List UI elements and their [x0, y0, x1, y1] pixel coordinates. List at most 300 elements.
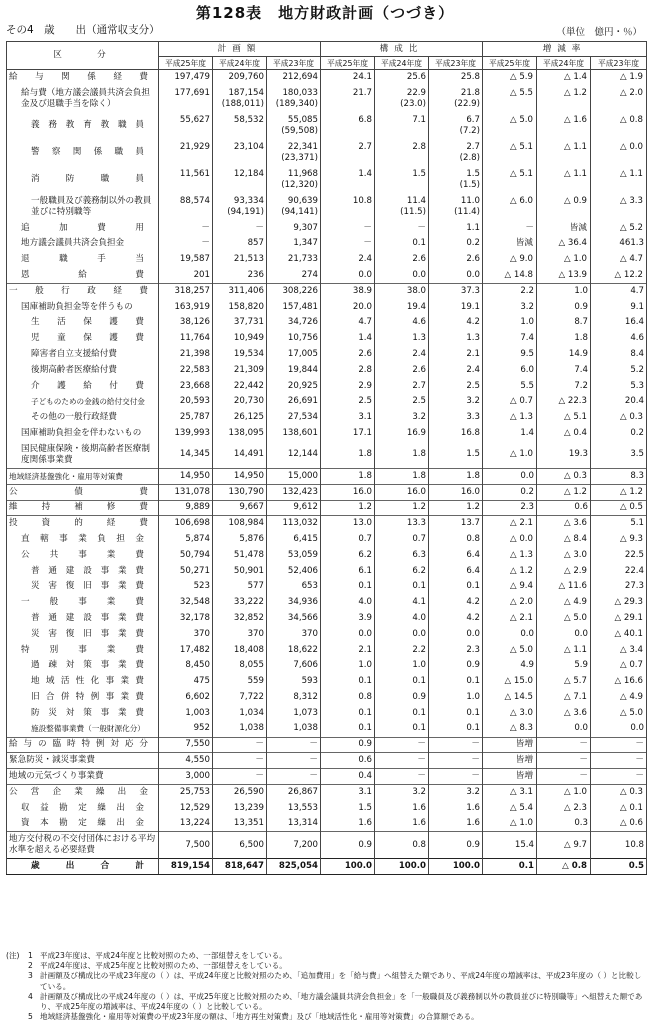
cell-paren: (22.9) [454, 98, 480, 109]
cell-value: － [591, 737, 647, 753]
cell-value: 1.8 [375, 468, 429, 484]
cell-value: 8.7 [537, 315, 591, 331]
cell-value: 2.3 [429, 642, 483, 658]
cell-main: 11,561 [179, 168, 210, 179]
row-label: 公債費 [7, 484, 159, 500]
footnote-key [6, 961, 28, 971]
cell-value: 32,548 [159, 595, 213, 611]
cell-value: 8,450 [159, 658, 213, 674]
cell-value: 17,482 [159, 642, 213, 658]
table-row [7, 658, 647, 674]
cell-paren [485, 180, 533, 191]
cell-paren [323, 126, 372, 137]
cell-value: △ 1.0 [537, 784, 591, 800]
cell-main: △ 1.6 [563, 114, 587, 125]
row-label: 退職手当 [7, 252, 159, 268]
cell-value: △ 3.1 [483, 784, 537, 800]
cell-value: 38,126 [159, 315, 213, 331]
cell-value: 4.6 [591, 331, 647, 347]
cell-value: △ 3.6 [537, 705, 591, 721]
cell-value: － [429, 769, 483, 785]
cell-main: 21,929 [179, 141, 210, 152]
row-label: 公共事業費 [7, 547, 159, 563]
cell-value: 7,550 [159, 737, 213, 753]
header-year: 平成25年度 [159, 57, 213, 70]
cell-value: 2.1 [429, 347, 483, 363]
footnote-text: 地域経済基盤強化・雇用等対策費の平成23年度の額は、「地方再生対策費」及び「地域活性化・雇用等対策費」の合算額である。 [40, 1012, 479, 1022]
table-row [7, 705, 647, 721]
cell-value: 25.8 [429, 70, 483, 86]
cell-main: 11.0 [460, 195, 480, 206]
cell-value: 1,073 [267, 705, 321, 721]
header-year: 平成24年度 [213, 57, 267, 70]
cell-value: 577 [213, 579, 267, 595]
cell-value: 13.3 [375, 516, 429, 532]
cell-value: 113,032 [267, 516, 321, 532]
cell-value: △ 1.0 [483, 816, 537, 832]
cell-main: 21.8 [460, 87, 480, 98]
table-row [7, 378, 647, 394]
cell-value: 6.2 [321, 547, 375, 563]
cell-paren: (1.5) [459, 179, 480, 190]
cell-value: 25.6 [375, 70, 429, 86]
row-label: 一般事業費 [7, 595, 159, 611]
table-row [7, 315, 647, 331]
cell-value: － [375, 769, 429, 785]
cell-value [537, 193, 591, 220]
table-row [7, 579, 647, 595]
cell-value: － [267, 753, 321, 769]
cell-value [483, 112, 537, 139]
cell-value: 4.2 [429, 595, 483, 611]
cell-value [267, 193, 321, 220]
cell-value: 19,844 [267, 362, 321, 378]
cell-value: 825,054 [267, 859, 321, 875]
cell-value: 26,867 [267, 784, 321, 800]
cell-value: 0.9 [321, 737, 375, 753]
cell-value: 0.0 [483, 626, 537, 642]
cell-value: 4.1 [375, 595, 429, 611]
cell-value [213, 85, 267, 112]
table-row [7, 347, 647, 363]
cell-value: － [213, 769, 267, 785]
cell-value: 0.1 [321, 705, 375, 721]
cell-value: 100.0 [375, 859, 429, 875]
cell-value: 1.6 [375, 816, 429, 832]
cell-value: 26,590 [213, 784, 267, 800]
cell-value [159, 112, 213, 139]
cell-value: △ 0.8 [537, 859, 591, 875]
cell-main: △ 1.1 [619, 168, 643, 179]
cell-value: 27,534 [267, 410, 321, 426]
cell-value: 20.0 [321, 299, 375, 315]
cell-value: 0.1 [375, 236, 429, 252]
cell-value: △ 1.4 [537, 70, 591, 86]
cell-value: 1.6 [375, 800, 429, 816]
row-label: 消防職員 [7, 166, 159, 193]
cell-value [375, 166, 429, 193]
table-row [7, 642, 647, 658]
cell-value: △ 0.0 [483, 532, 537, 548]
cell-paren [593, 153, 643, 164]
header-year: 平成24年度 [537, 57, 591, 70]
cell-value [375, 193, 429, 220]
cell-value: 8.3 [591, 468, 647, 484]
table-row [7, 769, 647, 785]
cell-value: 5.9 [537, 658, 591, 674]
cell-main: △ 1.1 [563, 141, 587, 152]
cell-value: 3.1 [321, 784, 375, 800]
cell-paren [215, 180, 264, 191]
cell-value: 3.3 [429, 410, 483, 426]
cell-paren [593, 207, 643, 218]
cell-value: 6.3 [375, 547, 429, 563]
cell-value: △ 0.4 [537, 426, 591, 442]
cell-value: 20.4 [591, 394, 647, 410]
cell-value: △ 5.9 [483, 70, 537, 86]
cell-value: 0.8 [321, 690, 375, 706]
cell-value: 5.5 [483, 378, 537, 394]
cell-value: 1.2 [375, 500, 429, 516]
cell-value: 236 [213, 268, 267, 284]
cell-value: 7,606 [267, 658, 321, 674]
cell-value: 4.7 [591, 283, 647, 299]
cell-value: 370 [267, 626, 321, 642]
cell-value: 16.0 [375, 484, 429, 500]
cell-value: △ 15.0 [483, 674, 537, 690]
cell-value: 16.9 [375, 426, 429, 442]
cell-value: △ 1.2 [483, 563, 537, 579]
cell-value: 593 [267, 674, 321, 690]
cell-value: 857 [213, 236, 267, 252]
cell-paren: (11.4) [454, 206, 480, 217]
cell-paren [323, 207, 372, 218]
footnote [6, 971, 646, 991]
cell-value: △ 0.5 [591, 500, 647, 516]
cell-value: 201 [159, 268, 213, 284]
row-label: 防災対策事業費 [7, 705, 159, 721]
cell-paren: (7.2) [459, 125, 480, 136]
cell-value: 0.1 [429, 721, 483, 737]
cell-value: 11,764 [159, 331, 213, 347]
cell-value: 4.6 [375, 315, 429, 331]
unit-label: （単位 億円・％） [556, 27, 642, 38]
cell-value [429, 166, 483, 193]
cell-paren [377, 180, 426, 191]
cell-value: 50,901 [213, 563, 267, 579]
row-label: 介護給付費 [7, 378, 159, 394]
cell-value: 4,550 [159, 753, 213, 769]
cell-value: 1.8 [375, 441, 429, 468]
cell-value: △ 1.1 [537, 642, 591, 658]
row-label: 地域の元気づくり事業費 [7, 769, 159, 785]
cell-value: 8,055 [213, 658, 267, 674]
cell-value: 132,423 [267, 484, 321, 500]
cell-value: △ 5.4 [483, 800, 537, 816]
cell-value: 13,553 [267, 800, 321, 816]
cell-value: － [321, 220, 375, 236]
cell-value: 12,144 [267, 441, 321, 468]
cell-value: 18,408 [213, 642, 267, 658]
table-row [7, 500, 647, 516]
cell-value: 0.4 [321, 769, 375, 785]
cell-value: 5,874 [159, 532, 213, 548]
cell-value: 4.0 [375, 611, 429, 627]
table-row [7, 626, 647, 642]
cell-value: 33,222 [213, 595, 267, 611]
cell-main: 10.8 [352, 195, 372, 206]
cell-value: － [213, 753, 267, 769]
cell-value: 9,889 [159, 500, 213, 516]
cell-value: 12,529 [159, 800, 213, 816]
row-label: 公営企業繰出金 [7, 784, 159, 800]
footnote-number: 2 [28, 961, 33, 971]
table-row [7, 193, 647, 220]
cell-value [537, 139, 591, 166]
cell-value: 17.1 [321, 426, 375, 442]
cell-value: △ 40.1 [591, 626, 647, 642]
cell-main: 2.8 [412, 141, 426, 152]
cell-paren: (11.5) [400, 206, 426, 217]
footnote [6, 992, 646, 1012]
cell-value: 1.8 [537, 331, 591, 347]
cell-value: 皆増 [483, 769, 537, 785]
cell-value [321, 166, 375, 193]
cell-value: － [483, 220, 537, 236]
cell-value: △ 4.9 [591, 690, 647, 706]
cell-value: 19,587 [159, 252, 213, 268]
cell-value [429, 85, 483, 112]
cell-value: 3,000 [159, 769, 213, 785]
cell-value: 34,936 [267, 595, 321, 611]
cell-value: － [159, 236, 213, 252]
row-label: 警察関係職員 [7, 139, 159, 166]
cell-value: 1,003 [159, 705, 213, 721]
cell-value: 13.0 [321, 516, 375, 532]
row-label: 給与関係経費 [7, 70, 159, 86]
cell-paren [593, 99, 643, 110]
row-label: 国庫補助負担金を伴わないもの [7, 426, 159, 442]
cell-value: 37.3 [429, 283, 483, 299]
cell-main: 22.9 [406, 87, 426, 98]
cell-value: 20,593 [159, 394, 213, 410]
cell-value: △ 9.7 [537, 832, 591, 859]
cell-value: △ 2.1 [483, 516, 537, 532]
cell-main: 187,154 [228, 87, 264, 98]
cell-main: 2.7 [466, 141, 480, 152]
cell-main: 23,104 [233, 141, 264, 152]
cell-value: △ 2.3 [537, 800, 591, 816]
cell-main: △ 5.1 [509, 141, 533, 152]
cell-value: 952 [159, 721, 213, 737]
cell-value: 1.8 [321, 441, 375, 468]
cell-value: 138,095 [213, 426, 267, 442]
cell-value: 370 [213, 626, 267, 642]
cell-paren [323, 153, 372, 164]
cell-value: 6,602 [159, 690, 213, 706]
cell-value: 197,479 [159, 70, 213, 86]
table-row [7, 426, 647, 442]
footnote-key: (注) [6, 951, 20, 960]
cell-value: 9,307 [267, 220, 321, 236]
cell-value: 13,239 [213, 800, 267, 816]
cell-value: 53,059 [267, 547, 321, 563]
cell-value: 皆増 [483, 737, 537, 753]
table-row [7, 674, 647, 690]
cell-main: 11,968 [287, 168, 318, 179]
cell-value: △ 14.8 [483, 268, 537, 284]
cell-paren [539, 126, 587, 137]
footnote-text: 平成24年度は、平成25年度と比較対照のため、一部組替えをしている。 [40, 961, 287, 971]
cell-value [375, 139, 429, 166]
cell-value [321, 112, 375, 139]
table-row [7, 484, 647, 500]
cell-value: 22.4 [591, 563, 647, 579]
table-row [7, 220, 647, 236]
cell-value: 37,731 [213, 315, 267, 331]
cell-value [537, 85, 591, 112]
cell-value: 20,925 [267, 378, 321, 394]
cell-value: 10.8 [591, 832, 647, 859]
cell-value: 10,756 [267, 331, 321, 347]
footnotes [6, 951, 646, 1022]
cell-value: 皆増 [483, 753, 537, 769]
cell-value: 523 [159, 579, 213, 595]
cell-value: 4.7 [321, 315, 375, 331]
cell-main: 1.5 [466, 168, 480, 179]
cell-value: 5,876 [213, 532, 267, 548]
cell-value: 108,984 [213, 516, 267, 532]
header-year: 平成25年度 [483, 57, 537, 70]
cell-value: 1.3 [429, 331, 483, 347]
table-row [7, 236, 647, 252]
cell-main: 180,033 [282, 87, 318, 98]
cell-value: △ 1.2 [537, 484, 591, 500]
cell-value: 0.0 [537, 626, 591, 642]
table-row [7, 362, 647, 378]
header-change-rate: 増減率 [483, 42, 647, 57]
cell-value: 1.1 [429, 220, 483, 236]
cell-value [591, 112, 647, 139]
cell-value: 0.0 [591, 721, 647, 737]
cell-value: △ 1.3 [483, 547, 537, 563]
cell-value: 370 [159, 626, 213, 642]
cell-value: 1,038 [267, 721, 321, 737]
cell-value: 7,500 [159, 832, 213, 859]
table-row [7, 85, 647, 112]
table-row [7, 532, 647, 548]
cell-value: 0.9 [375, 690, 429, 706]
row-label: 恩給費 [7, 268, 159, 284]
cell-main: 11.4 [406, 195, 426, 206]
cell-main: 21.7 [352, 87, 372, 98]
cell-value: 7.4 [483, 331, 537, 347]
cell-value: △ 1.0 [483, 441, 537, 468]
row-label: 後期高齢者医療給付費 [7, 362, 159, 378]
cell-value: 0.6 [321, 753, 375, 769]
cell-value: 1,034 [213, 705, 267, 721]
cell-value: 0.0 [321, 626, 375, 642]
cell-value: △ 29.1 [591, 611, 647, 627]
table-row [7, 252, 647, 268]
cell-paren [161, 126, 210, 137]
cell-value: 22,442 [213, 378, 267, 394]
table-row [7, 112, 647, 139]
cell-value: 9,612 [267, 500, 321, 516]
cell-value: 212,694 [267, 70, 321, 86]
row-label: その他の一般行政経費 [7, 410, 159, 426]
cell-value: 7.4 [537, 362, 591, 378]
cell-value [159, 85, 213, 112]
cell-value: △ 3.4 [591, 642, 647, 658]
cell-value: 2.7 [375, 378, 429, 394]
cell-value: 1.6 [429, 816, 483, 832]
cell-value [483, 139, 537, 166]
cell-value: 34,566 [267, 611, 321, 627]
table-row [7, 331, 647, 347]
cell-value: － [159, 220, 213, 236]
cell-value: 0.0 [429, 626, 483, 642]
cell-main: 90,639 [287, 195, 318, 206]
cell-value: △ 1.2 [591, 484, 647, 500]
cell-value: 2.5 [321, 394, 375, 410]
cell-value: 0.7 [375, 532, 429, 548]
cell-value: 0.0 [375, 626, 429, 642]
cell-value: 8,312 [267, 690, 321, 706]
cell-main: 55,627 [179, 114, 210, 125]
cell-value: 0.3 [537, 816, 591, 832]
cell-value: 0.0 [483, 468, 537, 484]
cell-value [159, 193, 213, 220]
cell-value [267, 112, 321, 139]
cell-value: 4.0 [321, 595, 375, 611]
table-row [7, 410, 647, 426]
cell-value: 2.5 [429, 378, 483, 394]
cell-value: 130,790 [213, 484, 267, 500]
cell-value: 2.2 [483, 283, 537, 299]
table-row [7, 690, 647, 706]
cell-value [537, 166, 591, 193]
cell-value: 1.0 [321, 658, 375, 674]
cell-value: 16.8 [429, 426, 483, 442]
cell-value: 13,224 [159, 816, 213, 832]
cell-value [537, 112, 591, 139]
cell-value: 1.5 [321, 800, 375, 816]
cell-paren [377, 153, 426, 164]
cell-value: 21,513 [213, 252, 267, 268]
cell-value: － [267, 769, 321, 785]
cell-value [213, 112, 267, 139]
cell-value: 131,078 [159, 484, 213, 500]
cell-value: 461.3 [591, 236, 647, 252]
cell-value: 19.3 [537, 441, 591, 468]
row-label: 一般行政経費 [7, 283, 159, 299]
cell-main: △ 5.0 [509, 114, 533, 125]
cell-value: △ 36.4 [537, 236, 591, 252]
cell-value: △ 8.3 [483, 721, 537, 737]
cell-value: △ 14.5 [483, 690, 537, 706]
cell-value [321, 139, 375, 166]
cell-value: 5.3 [591, 378, 647, 394]
cell-value: 818,647 [213, 859, 267, 875]
cell-paren [161, 153, 210, 164]
cell-value: 0.1 [429, 579, 483, 595]
cell-value: 0.1 [483, 859, 537, 875]
cell-value [267, 166, 321, 193]
cell-paren: (12,320) [281, 179, 318, 190]
cell-main: △ 5.1 [509, 168, 533, 179]
row-label: 特別事業費 [7, 642, 159, 658]
